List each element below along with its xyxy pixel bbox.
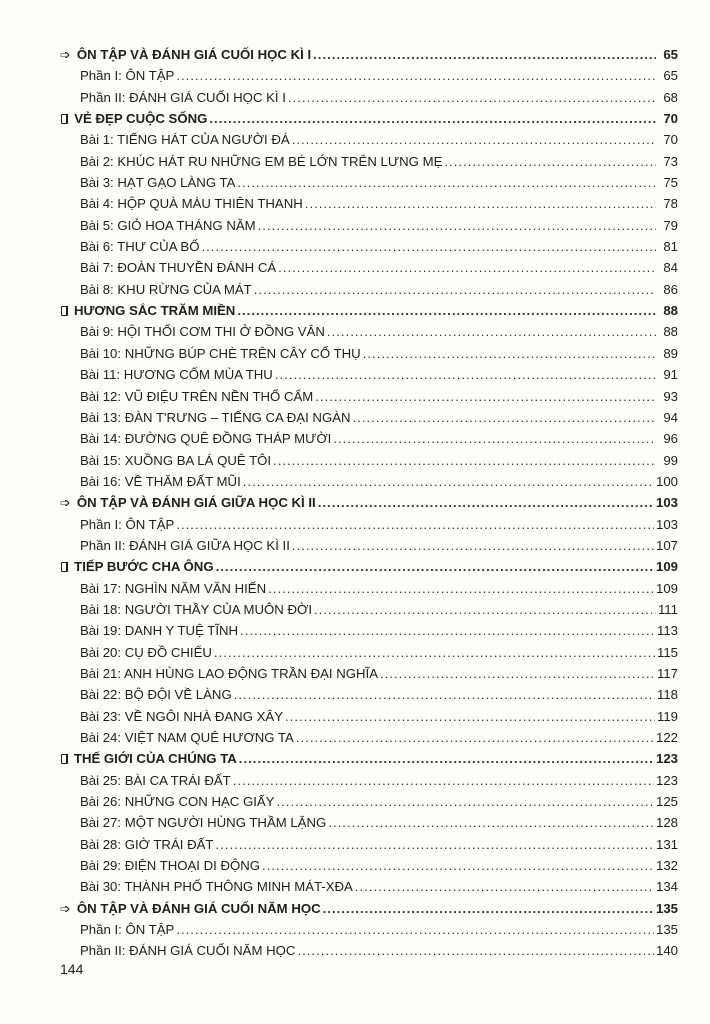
toc-entry bbox=[60, 599, 678, 620]
toc-title: Bài 6: THƯ CỦA BỐ bbox=[80, 239, 200, 255]
dot-leader bbox=[215, 834, 654, 855]
toc-title: Bài 22: BỘ ĐỘI VỀ LÀNG bbox=[80, 687, 232, 703]
toc-page-number: 125 bbox=[655, 794, 678, 810]
toc-title: Bài 10: NHỮNG BÚP CHÈ TRÊN CÂY CỔ THỤ bbox=[80, 345, 361, 361]
dot-leader bbox=[216, 556, 654, 577]
toc-title: Bài 25: BÀI CA TRÁI ĐẤT bbox=[80, 772, 231, 788]
dot-leader bbox=[380, 663, 655, 684]
toc-entry bbox=[60, 386, 678, 407]
dot-leader bbox=[176, 919, 654, 940]
toc-title: Bài 20: CỤ ĐỒ CHIỂU bbox=[80, 644, 212, 660]
toc-page-number: 103 bbox=[655, 495, 678, 511]
toc-title: Phần I: ÔN TẬP bbox=[80, 516, 175, 532]
dot-leader bbox=[314, 599, 656, 620]
toc-title: ÔN TẬP VÀ ĐÁNH GIÁ CUỐI HỌC KÌ I bbox=[76, 47, 312, 62]
toc-entry bbox=[60, 620, 678, 641]
dot-leader bbox=[262, 855, 654, 876]
toc-title: Bài 2: KHÚC HÁT RU NHỮNG EM BÉ LỚN TRÊN LƯNG MẸ bbox=[80, 153, 443, 169]
dot-leader bbox=[323, 898, 654, 919]
toc-title: Bài 17: NGHÌN NĂM VĂN HIẾN bbox=[80, 580, 267, 596]
toc-page-number: 89 bbox=[663, 345, 678, 361]
toc-page-number: 107 bbox=[655, 537, 678, 553]
toc-page-number: 140 bbox=[655, 943, 678, 959]
toc-title: Bài 26: NHỮNG CON HẠC GIẤY bbox=[80, 794, 275, 810]
dot-leader bbox=[240, 620, 655, 641]
toc-page-number: 78 bbox=[663, 196, 678, 212]
toc-title: Bài 9: HỘI THỔI CƠM THI Ở ĐỒNG VÂN bbox=[80, 324, 325, 340]
toc-page-number: 88 bbox=[663, 303, 678, 319]
open-book-icon bbox=[61, 754, 68, 764]
toc-entry bbox=[60, 450, 678, 471]
toc-entry bbox=[60, 812, 678, 833]
toc-page-number: 134 bbox=[655, 879, 678, 895]
toc-entry bbox=[60, 215, 678, 236]
toc-entry bbox=[60, 236, 678, 257]
dot-leader bbox=[288, 87, 656, 108]
dot-leader bbox=[278, 257, 656, 278]
toc-page-number: 113 bbox=[656, 623, 678, 639]
toc-page-number: 128 bbox=[655, 815, 678, 831]
toc-entry bbox=[60, 642, 678, 663]
toc-page-number: 81 bbox=[663, 239, 678, 255]
toc-title: Bài 27: MỘT NGƯỜI HÙNG THẦM LẶNG bbox=[80, 815, 327, 831]
toc-page-number: 65 bbox=[663, 47, 678, 62]
toc-title: Bài 7: ĐOÀN THUYỀN ĐÁNH CÁ bbox=[80, 260, 277, 276]
dot-leader bbox=[363, 343, 656, 364]
toc-page-number: 109 bbox=[655, 580, 678, 596]
toc-title: Bài 15: XUỒNG BA LÁ QUÊ TÔI bbox=[80, 452, 272, 468]
toc-title: Bài 1: TIẾNG HÁT CỦA NGƯỜI ĐÁ bbox=[80, 132, 290, 148]
page-number: 144 bbox=[60, 961, 84, 977]
toc-page-number: 73 bbox=[663, 153, 678, 169]
toc-title: Bài 8: KHU RỪNG CỦA MÁT bbox=[80, 281, 252, 297]
dot-leader bbox=[327, 321, 656, 342]
dot-leader bbox=[258, 215, 656, 236]
toc-section-heading bbox=[60, 556, 678, 577]
toc-entry bbox=[60, 684, 678, 705]
toc-page-number: 99 bbox=[663, 452, 678, 468]
toc-title: Bài 18: NGƯỜI THẦY CỦA MUÔN ĐỜI bbox=[80, 601, 312, 617]
toc-title: Bài 30: THÀNH PHỐ THÔNG MINH MÁT-XĐA bbox=[80, 879, 353, 895]
toc-page-number: 70 bbox=[663, 111, 678, 127]
toc-title: Bài 19: DANH Y TUỆ TĨNH bbox=[80, 623, 239, 639]
dot-leader bbox=[292, 129, 656, 150]
toc-page-number: 131 bbox=[655, 836, 678, 852]
dot-leader bbox=[276, 791, 654, 812]
toc-title: Bài 28: GIỜ TRÁI ĐẤT bbox=[80, 836, 214, 852]
toc-title: Bài 11: HƯƠNG CỐM MÙA THU bbox=[80, 367, 273, 383]
toc-page-number: 118 bbox=[656, 687, 678, 703]
dot-leader bbox=[305, 193, 656, 214]
dot-leader bbox=[444, 151, 656, 172]
dot-leader bbox=[233, 770, 654, 791]
toc-page-number: 119 bbox=[656, 708, 678, 724]
toc-entry bbox=[60, 855, 678, 876]
dot-leader bbox=[176, 514, 654, 535]
toc-title: Phần I: ÔN TẬP bbox=[80, 922, 175, 938]
toc-page-number: 117 bbox=[656, 665, 678, 681]
toc-entry bbox=[60, 535, 678, 556]
toc-title: ÔN TẬP VÀ ĐÁNH GIÁ GIỮA HỌC KÌ II bbox=[76, 495, 316, 511]
toc-title: Phần II: ĐÁNH GIÁ GIỮA HỌC KÌ II bbox=[80, 537, 290, 553]
toc-title: Phần II: ĐÁNH GIÁ CUỐI NĂM HỌC bbox=[80, 943, 296, 959]
toc-page-number: 100 bbox=[655, 473, 678, 489]
toc-title: Bài 16: VỀ THĂM ĐẤT MŨI bbox=[80, 473, 241, 489]
dot-leader bbox=[176, 65, 656, 86]
toc-entry bbox=[60, 193, 678, 214]
dot-leader bbox=[328, 812, 654, 833]
toc-page-number: 86 bbox=[663, 281, 678, 297]
toc-page-number: 123 bbox=[655, 751, 678, 767]
toc-page-number: 94 bbox=[663, 409, 678, 425]
toc-section-heading bbox=[60, 748, 678, 769]
toc-title: Bài 24: VIỆT NAM QUÊ HƯƠNG TA bbox=[80, 730, 294, 745]
toc-title: Bài 29: ĐIỆN THOẠI DI ĐỘNG bbox=[80, 858, 261, 874]
dot-leader bbox=[214, 642, 655, 663]
toc-entry bbox=[60, 407, 678, 428]
toc-page-number: 68 bbox=[663, 89, 678, 105]
toc-page-number: 115 bbox=[656, 644, 678, 660]
dot-leader bbox=[285, 706, 655, 727]
dot-leader bbox=[315, 386, 656, 407]
toc-page-number: 91 bbox=[663, 367, 678, 383]
toc-page-number: 122 bbox=[655, 730, 678, 745]
dot-leader bbox=[237, 172, 656, 193]
dot-leader bbox=[355, 876, 654, 897]
curved-arrow-icon: ➩ bbox=[60, 48, 71, 63]
toc-title: Bài 3: HẠT GẠO LÀNG TA bbox=[80, 175, 236, 191]
toc-title: ÔN TẬP VÀ ĐÁNH GIÁ CUỐI NĂM HỌC bbox=[76, 900, 321, 916]
toc-title: VẺ ĐẸP CUỘC SỐNG bbox=[74, 111, 208, 127]
toc-page-number: 84 bbox=[663, 260, 678, 276]
toc-page-number: 70 bbox=[663, 132, 678, 148]
toc-page-number: 96 bbox=[663, 431, 678, 447]
toc-page-number: 123 bbox=[655, 772, 678, 788]
toc-title: Bài 14: ĐƯỜNG QUÊ ĐỒNG THÁP MƯỜI bbox=[80, 431, 332, 447]
toc-section-heading bbox=[60, 492, 678, 513]
toc-entry bbox=[60, 172, 678, 193]
dot-leader bbox=[234, 684, 655, 705]
toc-title: THẾ GIỚI CỦA CHÚNG TA bbox=[73, 751, 237, 767]
toc-entry bbox=[60, 65, 678, 86]
dot-leader bbox=[333, 428, 656, 449]
dot-leader bbox=[273, 450, 656, 471]
dot-leader bbox=[254, 279, 656, 300]
table-of-contents bbox=[60, 44, 678, 962]
open-book-icon bbox=[61, 306, 68, 316]
toc-entry bbox=[60, 791, 678, 812]
toc-page-number: 103 bbox=[655, 516, 678, 532]
toc-entry bbox=[60, 87, 678, 108]
open-book-icon bbox=[61, 114, 68, 124]
toc-entry bbox=[60, 578, 678, 599]
toc-entry bbox=[60, 663, 678, 684]
toc-section-heading bbox=[60, 44, 678, 65]
toc-page-number: 111 bbox=[657, 601, 678, 617]
dot-leader bbox=[292, 535, 654, 556]
toc-section-heading bbox=[60, 300, 678, 321]
toc-entry bbox=[60, 321, 678, 342]
open-book-icon bbox=[61, 562, 68, 572]
toc-page-number: 75 bbox=[663, 175, 678, 191]
toc-title: Bài 23: VỀ NGÔI NHÀ ĐANG XÂY bbox=[80, 708, 284, 724]
toc-entry bbox=[60, 279, 678, 300]
toc-title: Bài 13: ĐÀN T'RƯNG – TIẾNG CA ĐẠI NGÀN bbox=[80, 409, 351, 425]
toc-entry bbox=[60, 151, 678, 172]
dot-leader bbox=[297, 940, 654, 961]
toc-entry bbox=[60, 876, 678, 897]
toc-entry bbox=[60, 428, 678, 449]
dot-leader bbox=[243, 471, 654, 492]
toc-page-number: 135 bbox=[655, 922, 678, 938]
toc-entry bbox=[60, 770, 678, 791]
toc-page-number: 109 bbox=[655, 559, 678, 575]
dot-leader bbox=[275, 364, 656, 385]
toc-page-number: 135 bbox=[655, 900, 678, 916]
toc-page-number: 88 bbox=[663, 324, 678, 340]
dot-leader bbox=[202, 236, 657, 257]
toc-entry bbox=[60, 514, 678, 535]
toc-title: Bài 5: GIỎ HOA THÁNG NĂM bbox=[80, 217, 256, 233]
toc-page-number: 93 bbox=[663, 388, 678, 404]
toc-entry bbox=[60, 129, 678, 150]
toc-title: TIẾP BƯỚC CHA ÔNG bbox=[74, 559, 214, 575]
toc-page-number: 79 bbox=[663, 217, 678, 233]
dot-leader bbox=[296, 727, 654, 748]
toc-entry bbox=[60, 940, 678, 961]
toc-section-heading bbox=[60, 898, 678, 919]
dot-leader bbox=[237, 300, 656, 321]
toc-page-number: 132 bbox=[655, 858, 678, 874]
curved-arrow-icon: ➩ bbox=[60, 496, 71, 512]
toc-entry bbox=[60, 471, 678, 492]
dot-leader bbox=[318, 492, 654, 513]
dot-leader bbox=[209, 108, 656, 129]
toc-section-heading bbox=[60, 108, 678, 129]
toc-entry bbox=[60, 727, 678, 748]
dot-leader bbox=[353, 407, 656, 428]
toc-entry bbox=[60, 919, 678, 940]
toc-entry bbox=[60, 257, 678, 278]
curved-arrow-icon: ➩ bbox=[60, 901, 71, 917]
dot-leader bbox=[313, 44, 656, 65]
toc-entry bbox=[60, 834, 678, 855]
toc-title: Bài 21: ANH HÙNG LAO ĐỘNG TRẦN ĐẠI NGHĨA bbox=[80, 665, 379, 681]
toc-title: Bài 4: HỘP QUÀ MÀU THIÊN THANH bbox=[80, 196, 303, 212]
toc-title: HƯƠNG SẮC TRĂM MIỀN bbox=[73, 303, 236, 319]
toc-entry bbox=[60, 364, 678, 385]
toc-title: Bài 12: VŨ ĐIỆU TRÊN NỀN THỔ CẨM bbox=[80, 388, 314, 404]
toc-page-number: 65 bbox=[663, 68, 678, 84]
toc-title: Phần II: ĐÁNH GIÁ CUỐI HỌC KÌ I bbox=[80, 89, 286, 105]
toc-title: Phần I: ÔN TẬP bbox=[80, 68, 175, 84]
dot-leader bbox=[268, 578, 654, 599]
toc-entry bbox=[60, 343, 678, 364]
toc-entry bbox=[60, 706, 678, 727]
dot-leader bbox=[239, 748, 654, 769]
